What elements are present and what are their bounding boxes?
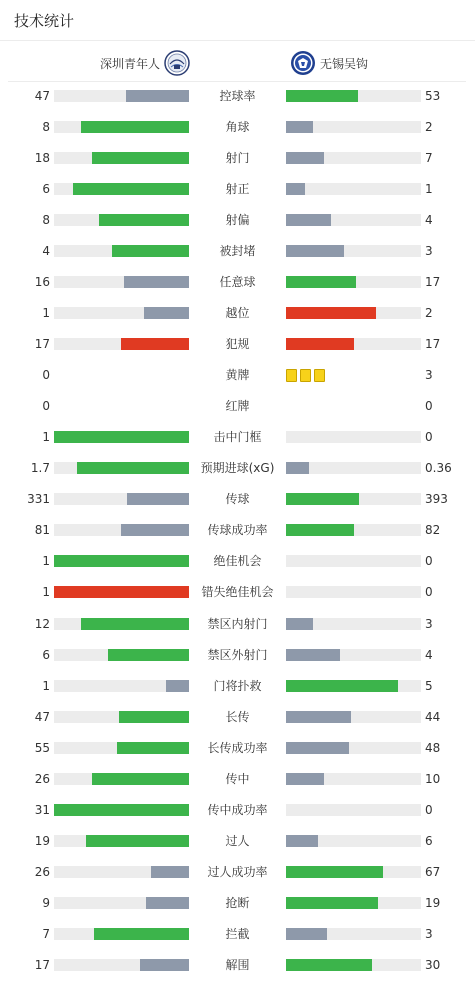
home-stat-bar	[54, 183, 189, 195]
away-stat-bar	[286, 276, 421, 288]
stat-row	[0, 143, 475, 174]
yellow-card-icon	[314, 369, 325, 382]
home-stat-bar-fill	[144, 307, 189, 319]
away-stat-value: 4	[425, 213, 433, 228]
home-stat-bar	[54, 928, 189, 940]
stat-label: 拦截	[225, 926, 250, 941]
home-stat-value: 1	[42, 554, 50, 569]
away-stat-bar	[286, 524, 421, 536]
stat-label: 射偏	[225, 213, 250, 228]
away-stat-bar	[286, 307, 421, 319]
stat-row	[0, 577, 475, 608]
home-stat-bar-fill	[166, 680, 189, 692]
home-stat-bar-fill	[92, 773, 189, 785]
home-stat-value: 1	[42, 678, 50, 693]
away-stat-value: 1	[425, 182, 433, 197]
home-stat-bar	[54, 121, 189, 133]
away-stat-value: 0	[425, 430, 433, 445]
home-stat-bar	[54, 152, 189, 164]
home-stat-bar	[54, 586, 189, 598]
home-stat-bar-fill	[117, 742, 189, 754]
away-stat-value: 10	[425, 771, 441, 786]
stat-row	[0, 671, 475, 702]
stat-row	[0, 329, 475, 360]
stat-label: 传球成功率	[207, 523, 268, 538]
stat-row	[0, 112, 475, 143]
home-team-name: 深圳青年人	[99, 56, 160, 71]
stat-label: 门将扑救	[213, 678, 262, 693]
home-stat-bar-fill	[94, 928, 189, 940]
away-stat-bar-fill	[286, 680, 398, 692]
away-stat-bar	[286, 742, 421, 754]
stat-label: 被封堵	[219, 244, 256, 259]
home-stat-value: 8	[42, 213, 50, 228]
away-stat-bar-fill	[286, 928, 327, 940]
home-stat-bar	[54, 742, 189, 754]
home-stat-value: 331	[27, 492, 50, 507]
away-stat-bar	[286, 711, 421, 723]
stat-label: 预期进球(xG)	[200, 461, 275, 476]
home-stat-bar	[54, 618, 189, 630]
stat-row	[0, 267, 475, 298]
home-stat-bar-fill	[54, 586, 189, 598]
away-stat-bar	[286, 121, 421, 133]
away-stat-bar	[286, 493, 421, 505]
home-stat-bar-fill	[81, 618, 189, 630]
home-stat-value: 6	[42, 182, 50, 197]
stat-row	[0, 81, 475, 112]
away-stat-value: 7	[425, 151, 433, 166]
away-stat-bar	[286, 959, 421, 971]
away-stat-bar	[286, 90, 421, 102]
home-stat-bar-fill	[124, 276, 189, 288]
stat-label: 长传成功率	[207, 740, 268, 755]
away-stat-bar	[286, 804, 421, 816]
stat-label: 禁区外射门	[207, 647, 268, 662]
stat-row	[0, 174, 475, 205]
stat-row	[0, 919, 475, 950]
home-stat-value: 1.7	[30, 461, 50, 476]
home-stat-bar	[54, 307, 189, 319]
home-stat-value: 4	[42, 244, 50, 259]
away-stat-bar-fill	[286, 742, 349, 754]
stat-label: 长传	[225, 709, 250, 724]
stat-row	[0, 702, 475, 733]
home-stat-bar-fill	[127, 493, 189, 505]
away-stat-bar-fill	[286, 183, 305, 195]
stat-label: 传中成功率	[207, 802, 268, 817]
away-stat-bar	[286, 555, 421, 567]
home-stat-bar-fill	[146, 897, 189, 909]
home-stat-value: 0	[42, 368, 50, 383]
home-stat-bar	[54, 214, 189, 226]
home-stat-bar-fill	[92, 152, 189, 164]
away-stat-value: 44	[425, 709, 441, 724]
away-stat-bar	[286, 649, 421, 661]
home-stat-bar-fill	[119, 711, 189, 723]
home-stat-value: 1	[42, 306, 50, 321]
home-stat-bar	[54, 959, 189, 971]
home-stat-value: 16	[34, 275, 50, 290]
stat-row	[0, 826, 475, 857]
stat-row	[0, 391, 475, 422]
away-stat-value: 3	[425, 616, 433, 631]
stat-label: 抢断	[225, 895, 250, 910]
stat-row	[0, 888, 475, 919]
stat-label: 射正	[225, 182, 250, 197]
stat-label: 越位	[225, 306, 250, 321]
stat-label: 控球率	[219, 89, 256, 103]
away-stat-bar	[286, 897, 421, 909]
away-stat-bar	[286, 618, 421, 630]
home-stat-bar	[54, 493, 189, 505]
away-stat-value: 48	[425, 740, 441, 755]
stat-label: 红牌	[225, 399, 250, 414]
home-stat-value: 1	[42, 430, 50, 445]
stat-label: 过人	[225, 833, 250, 848]
away-stat-bar-fill	[286, 711, 351, 723]
away-stat-bar-fill	[286, 866, 383, 878]
home-stat-bar	[54, 897, 189, 909]
away-stat-value: 2	[425, 120, 433, 135]
away-stat-bar-fill	[286, 90, 358, 102]
stat-label: 解围	[225, 957, 250, 972]
stat-row	[0, 422, 475, 453]
home-stat-bar-fill	[121, 338, 189, 350]
away-stat-value: 30	[425, 957, 441, 972]
away-stat-bar	[286, 183, 421, 195]
home-stat-bar	[54, 555, 189, 567]
home-stat-bar	[54, 773, 189, 785]
stat-row	[0, 609, 475, 640]
away-yellow-cards	[286, 369, 325, 382]
away-stat-value: 82	[425, 523, 441, 538]
home-stat-bar-fill	[54, 431, 189, 443]
away-stat-value: 67	[425, 864, 441, 879]
away-stat-value: 0	[425, 802, 433, 817]
home-stat-value: 17	[34, 337, 50, 352]
away-stat-bar	[286, 338, 421, 350]
away-stat-bar-fill	[286, 959, 372, 971]
home-stat-value: 6	[42, 647, 50, 662]
home-stat-bar-fill	[54, 555, 189, 567]
home-stat-bar-fill	[112, 245, 189, 257]
stat-label: 击中门框	[213, 430, 262, 445]
away-stat-bar-fill	[286, 773, 324, 785]
away-stat-value: 19	[425, 895, 441, 910]
home-stat-value: 47	[34, 89, 50, 103]
away-stat-bar-fill	[286, 493, 359, 505]
home-stat-bar	[54, 276, 189, 288]
away-stat-bar-fill	[286, 649, 340, 661]
away-stat-value: 0.36	[425, 461, 452, 476]
home-stat-bar	[54, 245, 189, 257]
away-stat-bar	[286, 245, 421, 257]
home-stat-value: 26	[34, 864, 50, 879]
stat-label: 过人成功率	[207, 864, 268, 879]
away-stat-bar-fill	[286, 152, 324, 164]
home-stat-value: 47	[34, 709, 50, 724]
stat-label: 犯规	[225, 337, 250, 352]
away-stat-value: 17	[425, 337, 441, 352]
away-stat-value: 4	[425, 647, 433, 662]
home-stat-bar	[54, 462, 189, 474]
away-stat-value: 17	[425, 275, 441, 290]
home-stat-value: 81	[34, 523, 50, 538]
stat-row	[0, 236, 475, 267]
yellow-card-icon	[286, 369, 297, 382]
home-stat-bar-fill	[86, 835, 189, 847]
yellow-card-icon	[300, 369, 311, 382]
home-stat-bar	[54, 804, 189, 816]
stat-row	[0, 950, 475, 981]
home-stat-value: 31	[34, 802, 50, 817]
stat-row	[0, 453, 475, 484]
stat-row	[0, 857, 475, 888]
away-stat-value: 53	[425, 89, 441, 103]
away-stat-bar-fill	[286, 462, 309, 474]
away-stat-bar	[286, 680, 421, 692]
home-stat-bar-fill	[81, 121, 189, 133]
away-stat-bar-fill	[286, 276, 356, 288]
stat-row	[0, 733, 475, 764]
stat-row	[0, 484, 475, 515]
away-stat-value: 5	[425, 678, 433, 693]
stat-label: 角球	[225, 120, 250, 135]
home-stat-value: 8	[42, 120, 50, 135]
away-stat-bar-fill	[286, 618, 313, 630]
stat-row	[0, 205, 475, 236]
away-stat-bar	[286, 431, 421, 443]
home-stat-bar-fill	[99, 214, 189, 226]
away-stat-bar-fill	[286, 307, 376, 319]
stat-row	[0, 515, 475, 546]
away-team-name: 无锡吴钩	[320, 56, 369, 71]
away-stat-bar	[286, 928, 421, 940]
home-stat-value: 0	[42, 399, 50, 414]
home-stat-bar-fill	[121, 524, 189, 536]
stat-label: 黄牌	[225, 368, 250, 383]
stat-row	[0, 546, 475, 577]
away-stat-bar-fill	[286, 897, 378, 909]
away-stat-bar	[286, 866, 421, 878]
stat-label: 任意球	[219, 275, 256, 290]
home-stat-bar-fill	[151, 866, 189, 878]
away-stat-value: 0	[425, 399, 433, 414]
stat-row	[0, 795, 475, 826]
stat-label: 禁区内射门	[207, 616, 268, 631]
home-stat-bar	[54, 338, 189, 350]
home-stat-bar	[54, 680, 189, 692]
away-stat-value: 393	[425, 492, 448, 507]
home-stat-bar	[54, 649, 189, 661]
away-stat-value: 6	[425, 833, 433, 848]
stat-label: 传中	[225, 771, 250, 786]
home-stat-bar	[54, 835, 189, 847]
home-stat-bar-fill	[54, 804, 189, 816]
away-stat-bar	[286, 835, 421, 847]
away-stat-value: 0	[425, 554, 433, 569]
home-stat-bar-fill	[140, 959, 189, 971]
stat-row	[0, 640, 475, 671]
page-title: 技术统计	[14, 12, 75, 30]
home-stat-value: 55	[34, 740, 50, 755]
away-stat-value: 3	[425, 368, 433, 383]
home-stat-bar	[54, 431, 189, 443]
home-stat-bar-fill	[126, 90, 189, 102]
home-stat-value: 12	[34, 616, 50, 631]
away-stat-bar-fill	[286, 245, 344, 257]
away-stat-bar-fill	[286, 338, 354, 350]
home-stat-bar	[54, 90, 189, 102]
home-stat-bar	[54, 524, 189, 536]
away-stat-bar-fill	[286, 524, 354, 536]
home-stat-bar-fill	[73, 183, 189, 195]
home-stat-value: 9	[42, 895, 50, 910]
away-stat-value: 3	[425, 244, 433, 259]
stat-label: 射门	[225, 151, 250, 166]
home-stat-bar	[54, 866, 189, 878]
stat-label: 绝佳机会	[213, 554, 262, 569]
home-stat-bar-fill	[108, 649, 189, 661]
home-stat-value: 1	[42, 585, 50, 600]
away-stat-value: 0	[425, 585, 433, 600]
home-stat-value: 7	[42, 926, 50, 941]
away-stat-bar	[286, 773, 421, 785]
away-stat-bar-fill	[286, 121, 313, 133]
away-stat-value: 2	[425, 306, 433, 321]
home-stat-bar-fill	[77, 462, 189, 474]
home-stat-value: 19	[34, 833, 50, 848]
stat-label: 错失绝佳机会	[201, 585, 274, 600]
home-stat-value: 17	[34, 957, 50, 972]
stat-row	[0, 360, 475, 391]
away-stat-bar	[286, 152, 421, 164]
away-stat-value: 3	[425, 926, 433, 941]
home-stat-value: 26	[34, 771, 50, 786]
stat-row	[0, 764, 475, 795]
away-stat-bar	[286, 586, 421, 598]
away-stat-bar-fill	[286, 214, 331, 226]
away-stat-bar	[286, 214, 421, 226]
away-stat-bar	[286, 462, 421, 474]
home-stat-bar	[54, 711, 189, 723]
stat-row	[0, 298, 475, 329]
stat-label: 传球	[225, 492, 250, 507]
home-stat-value: 18	[34, 151, 50, 166]
away-stat-bar-fill	[286, 835, 318, 847]
